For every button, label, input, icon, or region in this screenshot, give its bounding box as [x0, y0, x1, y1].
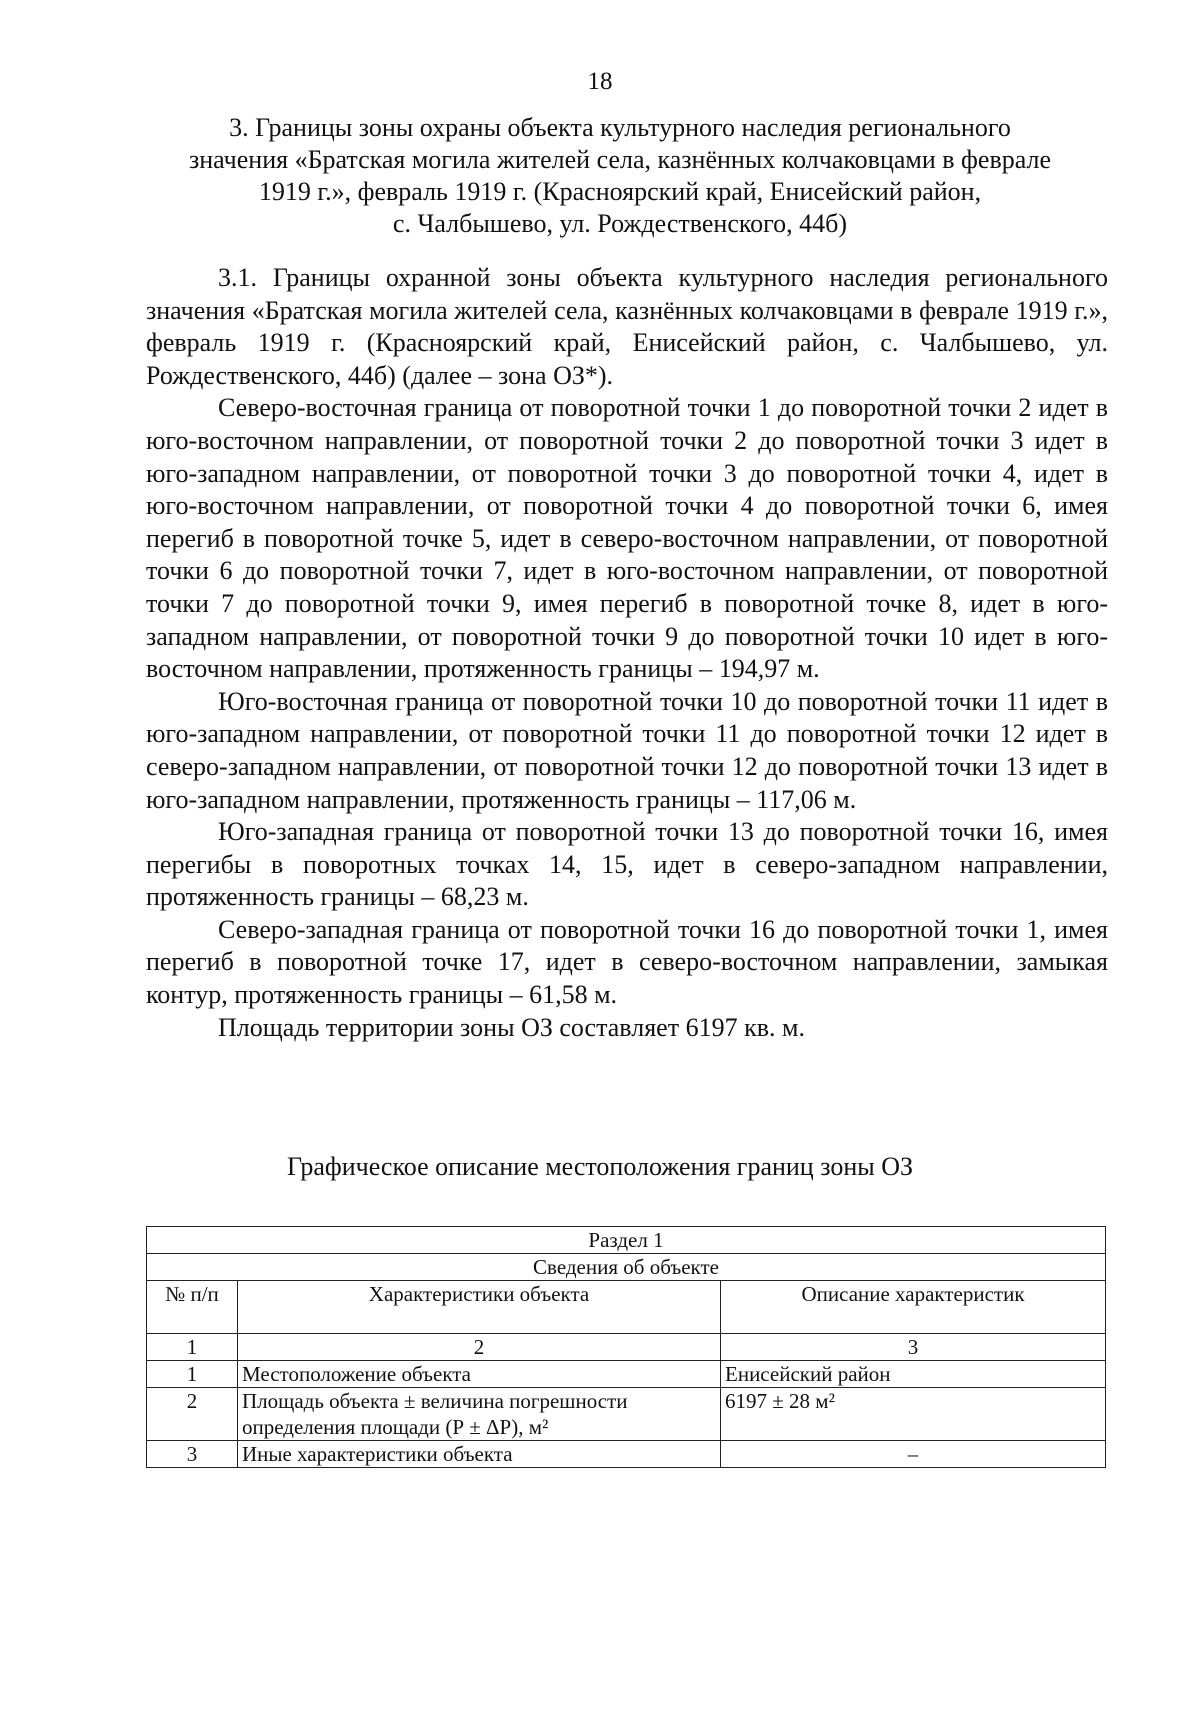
paragraph-southeast-boundary: Юго-восточная граница от поворотной точки 10 до поворотной точки 11 идет в юго-западном направлении, от поворотной точки 11 до поворотной точки 12 идет в северо-западном направлении, от поворотной точки 12 до поворотной точки 13 идет в юго-западном направлении, протяженность границы – 117,06 м.: [146, 686, 1108, 814]
object-info-table: [146, 1226, 1106, 1468]
row-description: 6197 ± 28 м²: [721, 1388, 1106, 1441]
table-header-row: [147, 1281, 1106, 1334]
column-number: 2: [238, 1334, 721, 1361]
row-num: 1: [147, 1361, 238, 1388]
section-title-line: значения «Братская могила жителей села, казнённых колчаковцами в феврале: [189, 145, 1051, 174]
header-characteristic: Характеристики объекта: [238, 1281, 721, 1334]
header-num: № п/п: [147, 1281, 238, 1334]
section-title-line: 1919 г.», февраль 1919 г. (Красноярский край, Енисейский район,: [258, 177, 982, 206]
row-description: Енисейский район: [721, 1361, 1106, 1388]
table-column-numbers-row: [147, 1334, 1106, 1361]
paragraph-southwest-boundary: Юго-западная граница от поворотной точки 13 до поворотной точки 16, имея перегибы в поворотных точках 14, 15, идет в северо-западном направлении, протяженность границы – 68,23 м.: [146, 817, 1108, 912]
section-title-line: 3. Границы зоны охраны объекта культурного наследия регионального: [229, 113, 1011, 142]
column-number: 1: [147, 1334, 238, 1361]
paragraph-northwest-boundary: Северо-западная граница от поворотной точки 16 до поворотной точки 1, имея перегиб в поворотной точке 17, идет в северо-восточном направлении, замыкая контур, протяженность границы – 61,58 м.: [146, 914, 1108, 1010]
table-subsection-row: [147, 1254, 1106, 1281]
table-row: [147, 1388, 1106, 1441]
table-section-cell: Раздел 1: [147, 1227, 1106, 1254]
body-text: [146, 262, 1108, 1044]
row-characteristic: Иные характеристики объекта: [238, 1441, 721, 1468]
section-title-line: с. Чалбышево, ул. Рождественского, 44б): [392, 209, 848, 238]
paragraph-oz-definition: 3.1. Границы охранной зоны объекта культурного наследия регионального значения «Братская могила жителей села, казнённых колчаковцами в феврале 1919 г.», февраль 1919 г. (Красноярский край, Енисейский район, с. Чалбышево, ул. Рождественского, 44б) (далее – зона ОЗ*).: [146, 263, 1108, 390]
paragraph-northeast-boundary: Северо-восточная граница от поворотной точки 1 до поворотной точки 2 идет в юго-восточном направлении, от поворотной точки 2 до поворотной точки 3 идет в юго-западном направлении, от поворотной точки 3 до поворотной точки 4, идет в юго-восточном направлении, от поворотной точки 4 до поворотной точки 6, имея перегиб в поворотной точке 5, идет в северо-восточном направлении, от поворотной точки 6 до поворотной точки 7, идет в юго-восточном направлении, от поворотной точки 7 до поворотной точки 9, имея перегиб в поворотной точке 8, идет в юго-западном направлении, от поворотной точки 9 до поворотной точки 10 идет в юго-восточном направлении, протяженность границы – 194,97 м.: [146, 393, 1108, 684]
row-num: 2: [147, 1388, 238, 1441]
page-number: 18: [587, 68, 613, 95]
table-row: [147, 1361, 1106, 1388]
column-number: 3: [721, 1334, 1106, 1361]
table-row: [147, 1441, 1106, 1468]
section-title: [140, 112, 1100, 240]
row-characteristic: Местоположение объекта: [238, 1361, 721, 1388]
paragraph-area: Площадь территории зоны ОЗ составляет 6197 кв. м.: [218, 1012, 805, 1042]
table-caption: Графическое описание местоположения границ зоны ОЗ: [286, 1152, 914, 1181]
header-description: Описание характеристик: [721, 1281, 1106, 1334]
row-num: 3: [147, 1441, 238, 1468]
table-subsection-cell: Сведения об объекте: [147, 1254, 1106, 1281]
row-characteristic: Площадь объекта ± величина погрешности определения площади (Р ± ΔР), м²: [238, 1388, 721, 1441]
row-description: –: [721, 1441, 1106, 1468]
table-section-row: [147, 1227, 1106, 1254]
